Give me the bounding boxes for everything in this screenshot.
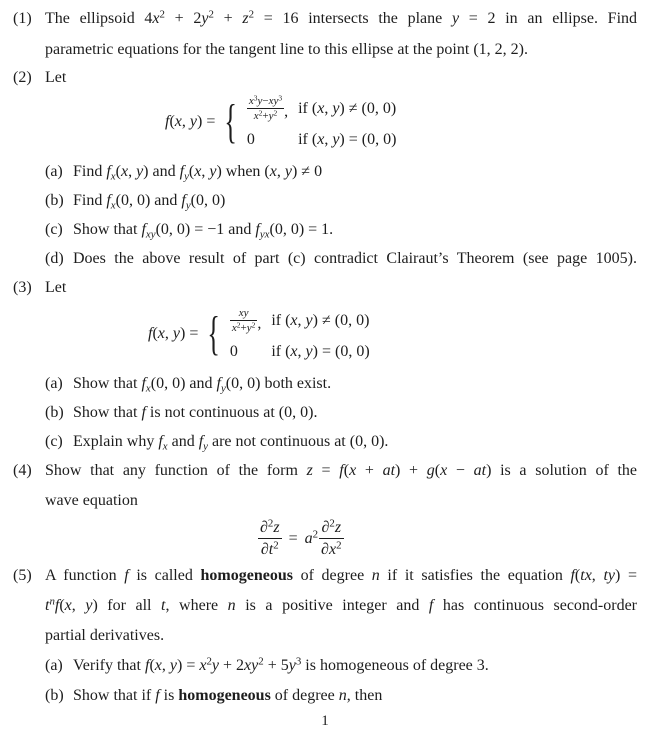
part-label: (b): [45, 687, 64, 704]
piecewise-equation-1: [165, 95, 637, 149]
problem-3-part-b: [45, 398, 637, 427]
part-label: (a): [45, 375, 63, 392]
part-label: (d): [45, 250, 64, 267]
part-text: Verify that f(x, $y) = x^2y + 2xy^2 + 5y^3$ is homogeneous of degree 3.: [73, 655, 489, 674]
problem-3-part-c: [45, 427, 637, 456]
problem-3-intro: [13, 273, 637, 303]
numerator: $x^3y-xy^3$: [248, 93, 283, 107]
page-number: 1: [321, 713, 329, 729]
case-1-condition: if (x, y) ≠ (0, 0): [271, 311, 370, 329]
case-2-condition: if (x, y) = (0, 0): [271, 343, 370, 360]
problem-2-part-a: [45, 157, 637, 186]
comma: ,: [257, 315, 262, 333]
problem-1-line-1: [13, 4, 637, 34]
part-text: Show that f is not continuous at (0, 0).: [73, 404, 318, 421]
problem-4-text-1: Show that any function of the form z = f(x + at) + g(x − at) is a solution of the: [45, 462, 638, 479]
problem-4-line-1: [13, 456, 637, 486]
cases-brace: {: [224, 94, 237, 148]
problem-1: [13, 4, 637, 65]
problem-3-label: (3): [13, 279, 32, 296]
coefficient: $a^2$: [304, 528, 319, 547]
denominator: $\partial x^2$: [321, 539, 342, 558]
problem-5-part-b: [45, 681, 637, 711]
cases-grid: [247, 95, 397, 149]
problem-5-part-a: [45, 651, 637, 681]
equation-lhs: f(x, y) =: [148, 325, 199, 342]
part-text: Show that if f is homogeneous of degree n, then: [73, 687, 383, 704]
numerator: ∂$^2$z: [258, 518, 282, 539]
part-label: (c): [45, 221, 63, 238]
equation-lhs: f(x, y) =: [165, 113, 216, 130]
problem-1-text-2: parametric equations for the tangent line to this ellipse at the point (1, 2, 2).: [45, 41, 528, 58]
problem-5-line-1: [13, 561, 637, 591]
problem-1-text-1: The ellipsoid $4x^2 + 2y^2 + z^2 = 16$ intersects the plane y = 2 in an ellipse. Find: [45, 8, 638, 27]
problem-5-text-2: $t^nf(x$, y) for all t, where n is a positive integer and f has continuous second-order: [45, 595, 638, 614]
case-1-value: [230, 307, 261, 334]
comma: ,: [284, 103, 289, 121]
numerator: ∂$^2$z: [319, 518, 343, 539]
problem-2-intro: [13, 65, 637, 91]
fraction: [319, 518, 343, 559]
problem-5-text-1: A function f is called homogeneous of degree n if it satisfies the equation f(tx, ty) =: [45, 567, 637, 584]
problem-2-intro-text: Let: [45, 69, 67, 86]
problem-1-label: (1): [13, 10, 32, 27]
part-label: (b): [45, 404, 64, 421]
part-text: Explain why $f_x$ and $f_y$ are not continuous at (0, 0).: [73, 433, 389, 453]
part-label: (a): [45, 163, 63, 180]
denominator: $x^2+y^2$: [231, 320, 256, 334]
problem-5-label: (5): [13, 567, 32, 584]
problem-2-part-c: [45, 215, 637, 244]
part-label: (a): [45, 657, 63, 674]
case-2-value: 0: [229, 343, 238, 360]
denominator: $\partial t^2$: [260, 539, 279, 558]
cases-grid: [230, 307, 370, 361]
case-2-condition: if (x, y) = (0, 0): [298, 131, 397, 148]
problem-2-part-d: [45, 244, 637, 273]
problem-5-line-3: [13, 621, 637, 651]
problem-2-part-b: [45, 186, 637, 215]
case-1-condition: if (x, y) ≠ (0, 0): [298, 99, 397, 117]
problem-4-text-2: wave equation: [45, 492, 138, 509]
fraction: [247, 95, 284, 122]
problem-2: [13, 65, 637, 273]
problem-3-intro-text: Let: [45, 279, 67, 296]
fraction: [230, 307, 257, 334]
equals-sign: =: [288, 529, 298, 547]
part-text: Show that $f_x(0$, 0) and $f_y(0$, 0) both exist.: [73, 375, 332, 395]
case-2-value: 0: [246, 131, 255, 148]
wave-equation: [258, 518, 637, 559]
case-1-value: [247, 95, 288, 122]
part-text: Find $f_x(x$, y) and $f_y(x$, y) when (x, y) ≠ 0: [73, 163, 323, 183]
problem-4-label: (4): [13, 462, 32, 479]
part-text: Does the above result of part (c) contradict Clairaut’s Theorem (see page 1005).: [73, 250, 637, 267]
problem-5: [13, 561, 637, 711]
problem-2-label: (2): [13, 69, 32, 86]
problem-5-line-2: [13, 591, 637, 621]
piecewise-equation-2: [148, 307, 637, 361]
problem-4-line-2: [13, 486, 637, 516]
numerator: xy: [230, 307, 257, 321]
problem-1-line-2: [13, 34, 637, 65]
cases-brace: {: [207, 306, 220, 360]
part-label: (c): [45, 433, 63, 450]
problem-5-text-3: partial derivatives.: [45, 627, 165, 644]
part-text: Find $f_x(0$, 0) and $f_y(0$, 0): [73, 192, 226, 212]
problem-3: [13, 273, 637, 456]
fraction: [258, 518, 282, 559]
part-text: Show that $f_{xy}(0$, 0) = −1 and $f_{yx}(0$, 0) = 1.: [73, 221, 334, 241]
denominator: $x^2+y^2$: [253, 108, 278, 122]
problem-3-part-a: [45, 369, 637, 398]
problem-4: [13, 456, 637, 559]
part-label: (b): [45, 192, 64, 209]
